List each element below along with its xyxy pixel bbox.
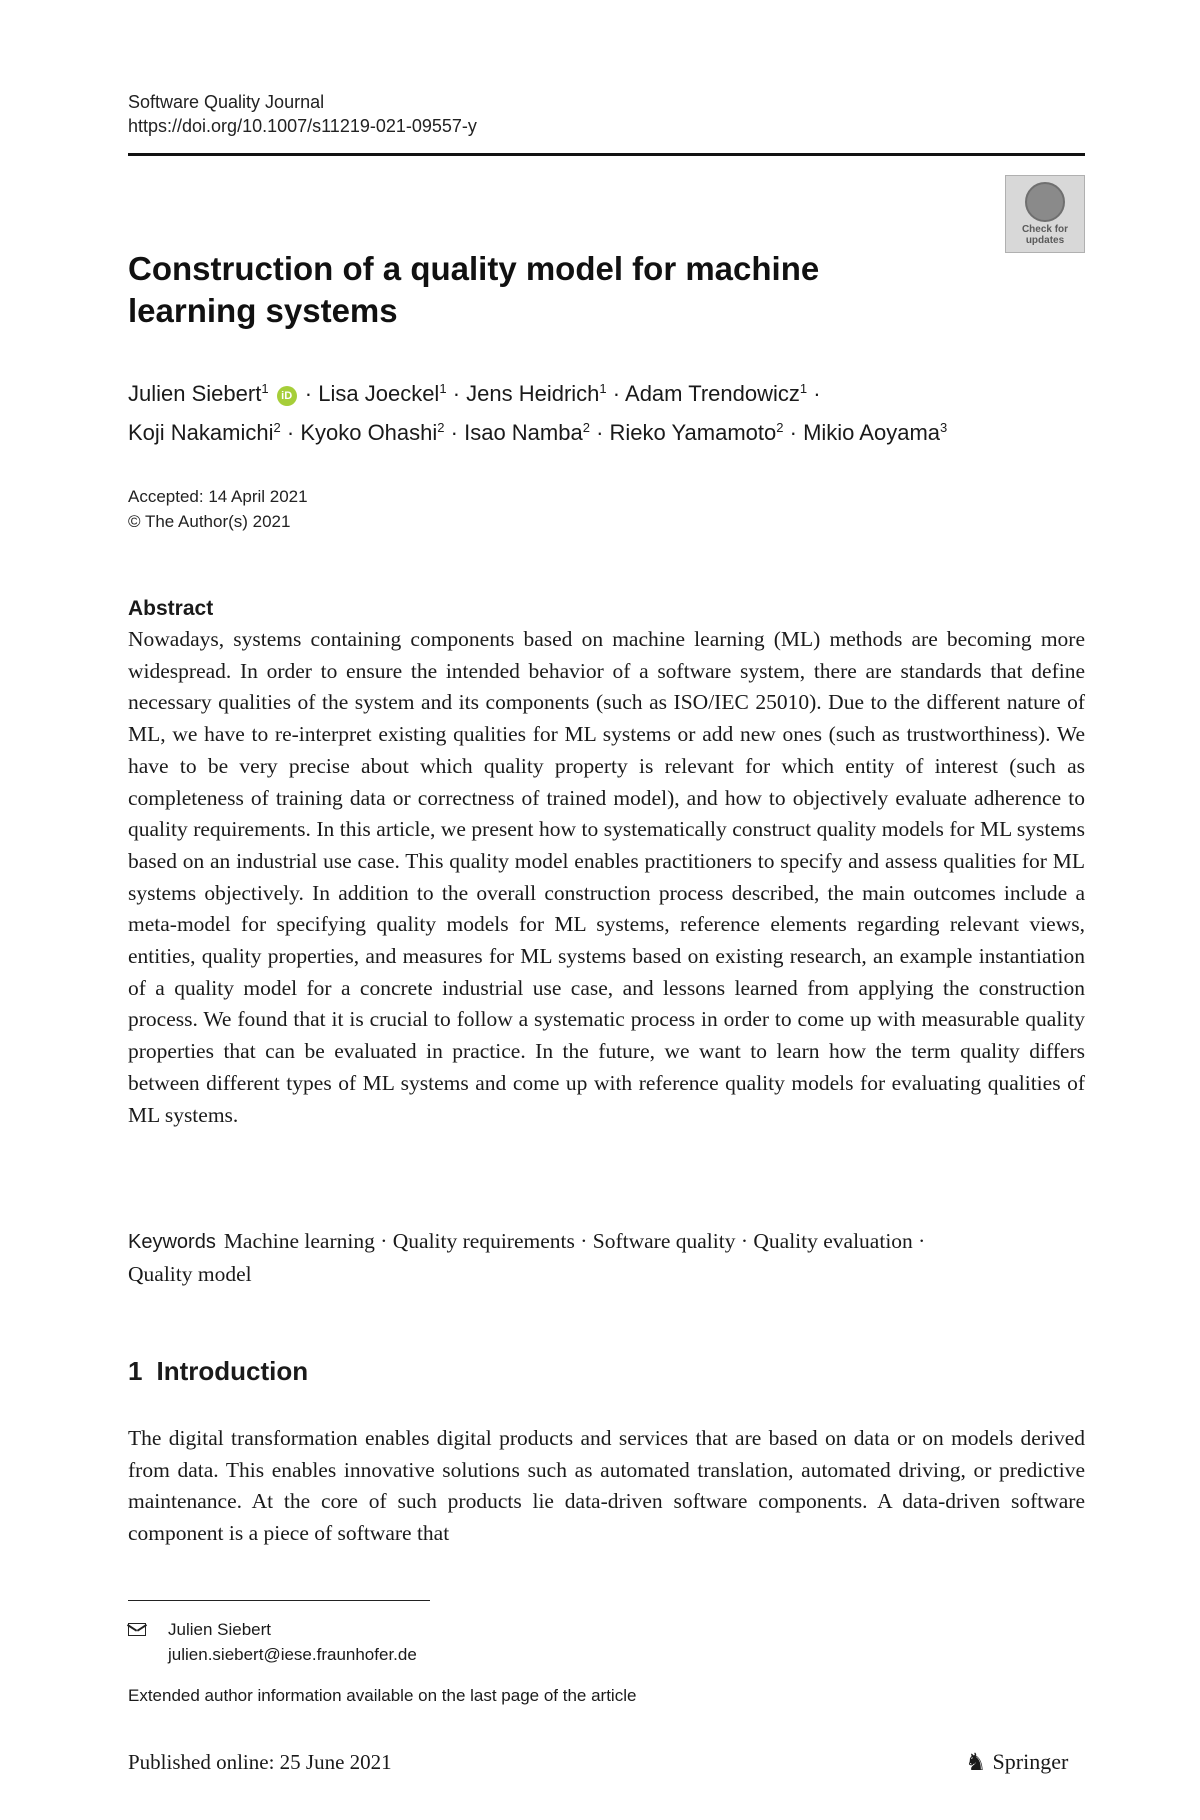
author-separator: · [789,420,797,445]
author-name: Rieko Yamamoto [609,420,777,445]
abstract-heading: Abstract [128,597,214,620]
author-name: Kyoko Ohashi [300,420,438,445]
author-separator: · [450,420,458,445]
crossmark-icon [1025,182,1065,222]
springer-horse-icon: ♞ [965,1750,987,1776]
affiliation-mark: 1 [599,381,607,396]
doi-link[interactable]: https://doi.org/10.1007/s11219-021-09557-y [128,116,477,136]
published-online: Published online: 25 June 2021 [128,1750,392,1774]
introduction-text: The digital transformation enables digital products and services that are based on data or on models derived from data. This enables innovative solutions such as automated translation, automated driving, or predictive maintenance. At the core of such products lie data-driven software components. A data-driven software component is a piece of software that [128,1426,1085,1546]
journal-name: Software Quality Journal [128,92,325,112]
paper-title: Construction of a quality model for machine learning systems [128,250,820,329]
corresponding-author [128,1617,417,1667]
publisher-name: Springer [992,1749,1069,1774]
affiliation-mark: 1 [261,381,269,396]
author-list [128,372,1098,450]
affiliation-mark: 2 [273,420,281,435]
affiliation-mark: 2 [582,420,590,435]
publisher-logo [965,1748,1068,1777]
author-name: Koji Nakamichi [128,420,274,445]
footnote-rule [128,1600,430,1601]
author-line-2 [128,411,1098,450]
affiliation-mark: 2 [776,420,784,435]
author-separator: · [286,420,295,445]
author-separator: · [596,420,604,445]
affiliation-mark: 1 [799,381,808,396]
author-name: Lisa Joeckel [318,381,440,406]
envelope-icon [128,1623,146,1636]
section-title: Introduction [156,1356,309,1386]
author-name: Isao Namba [464,420,583,445]
author-line-1 [128,372,1098,411]
copyright-notice: © The Author(s) 2021 [128,512,291,531]
author-name: Adam Trendowicz [625,381,800,406]
author-separator: · [612,381,621,406]
abstract-text: Nowadays, systems containing components based on machine learning (ML) methods are becoming more widespread. In order to ensure the intended behavior of a software system, there are standards that define necessary qualities of the system and its components (such as ISO/IEC 25010). Due to the different nature of ML, we have to re-interpret existing qualities for ML systems or add new ones (such as trustworthiness). We have to be very precise about which quality property is relevant for which entity of interest (such as completeness of training data or correctness of trained model), and how to objectively evaluate adherence to quality requirements. In this article, we present how to systematically construct quality models for ML systems based on an industrial use case. This quality model enables practitioners to specify and assess qualities for ML systems objectively. In addition to the overall construction process described, the main outcomes include a meta-model for specifying quality models for ML systems, reference elements regarding relevant views, entities, quality properties, and measures for ML systems based on existing research, an example instantiation of a quality model for a concrete industrial use case, and lessons learned from applying the construction process. We found that it is crucial to follow a systematic process in order to come up with measurable quality properties that can be evaluated in practice. In the future, we want to learn how the term quality differs between different types of ML systems and come up with reference quality models for evaluating qualities of ML systems. [128,627,1085,1127]
affiliation-mark: 3 [940,420,948,435]
accepted-date: Accepted: 14 April 2021 [128,487,308,506]
affiliation-mark: 1 [439,381,447,396]
crossmark-badge[interactable] [1005,175,1085,253]
orcid-icon[interactable]: iD [277,386,297,406]
keywords-list: Machine learning · Quality requirements · Software quality · Quality evaluation · Quality model [128,1229,926,1286]
section-number: 1 [128,1356,143,1386]
author-separator: · [452,381,461,406]
corresponding-author-email[interactable]: julien.siebert@iese.fraunhofer.de [168,1645,417,1664]
author-name: Julien Siebert [128,381,262,406]
crossmark-label: Check for updates [1021,224,1069,246]
publication-dates [128,484,308,534]
keywords [128,1226,978,1290]
keywords-label: Keywords [128,1231,216,1253]
author-separator: · [813,381,821,406]
corresponding-author-name: Julien Siebert [168,1620,272,1639]
affiliation-mark: 2 [437,420,445,435]
header-rule [128,153,1085,156]
journal-header [128,90,477,138]
author-separator: · [304,381,313,406]
section-heading [128,1354,308,1388]
author-name: Mikio Aoyama [803,420,941,445]
author-name: Jens Heidrich [466,381,600,406]
extended-author-info: Extended author information available on the last page of the article [128,1686,637,1705]
